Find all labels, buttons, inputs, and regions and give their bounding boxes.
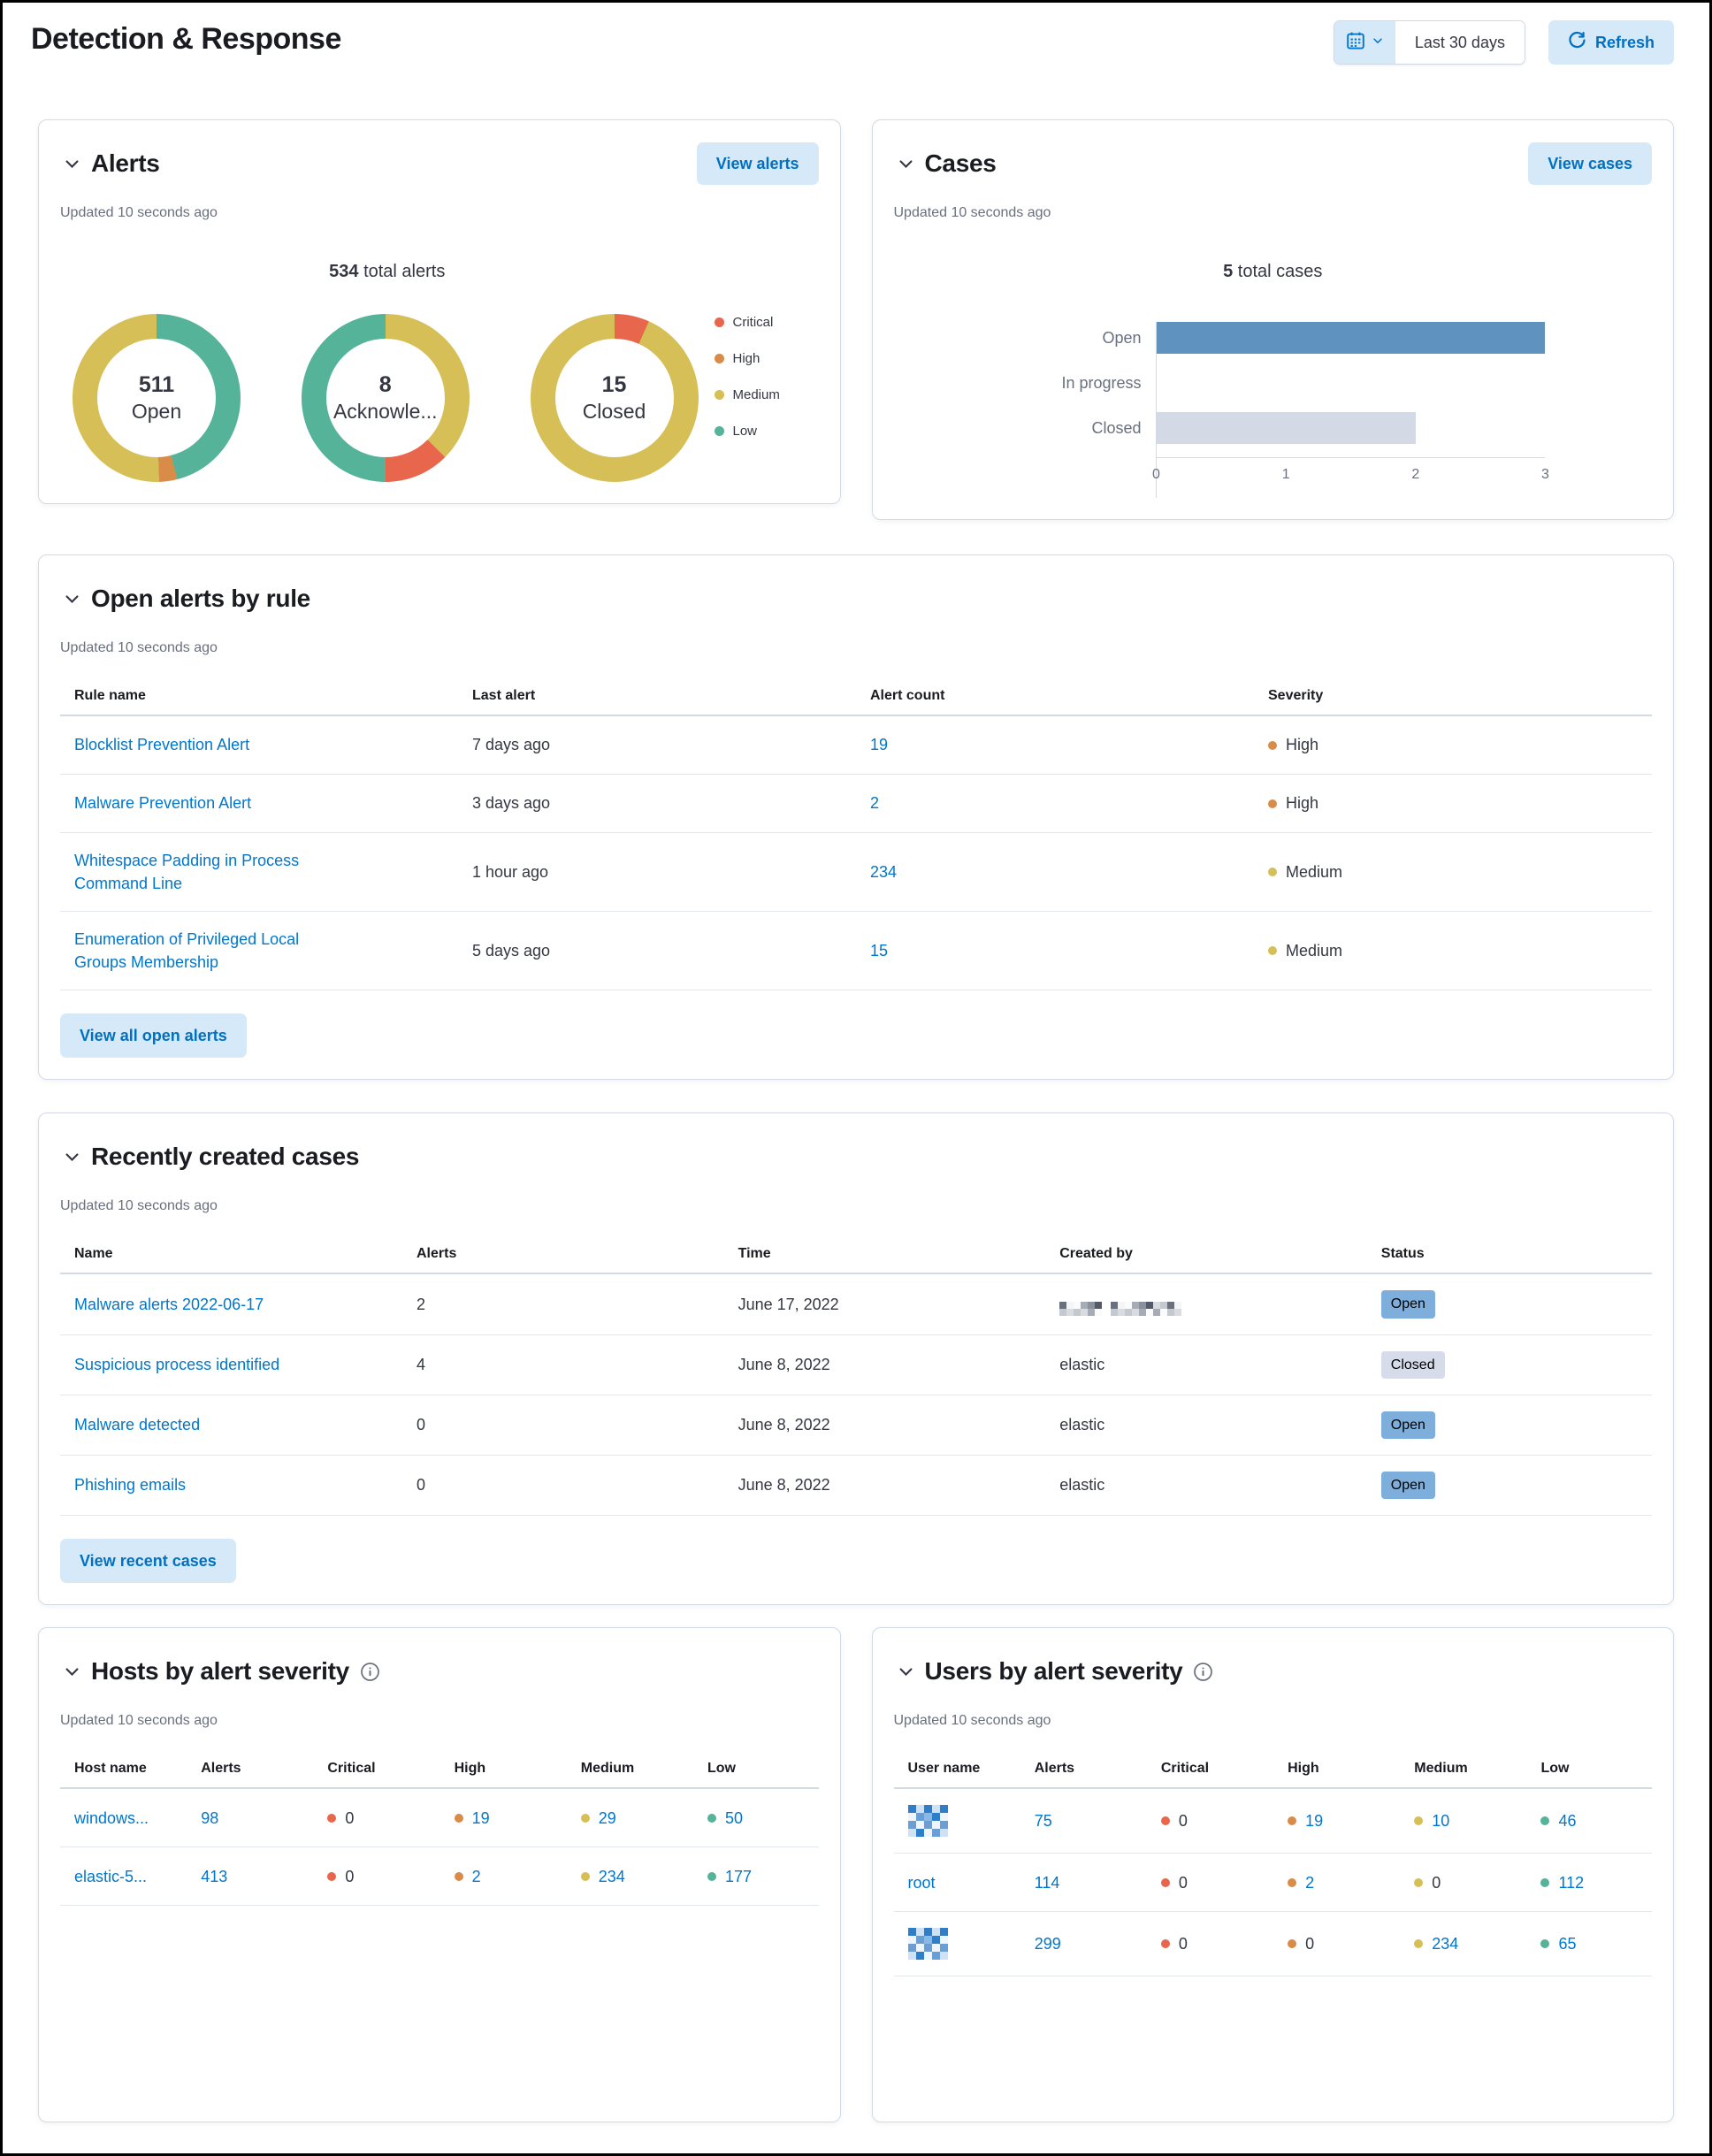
case-alerts-cell: 0	[417, 1416, 426, 1434]
alerts-cell	[1020, 1916, 1147, 1971]
rule-name-link[interactable]: Malware Prevention Alert	[74, 794, 252, 813]
alert-count-cell	[856, 923, 1254, 978]
recent-cases-updated: Updated 10 seconds ago	[60, 1198, 218, 1214]
table-row	[60, 912, 1652, 990]
redacted-block	[1111, 1302, 1181, 1316]
x-tick-label: 2	[1411, 467, 1420, 482]
alerts-count-link[interactable]: 114	[1034, 1873, 1060, 1892]
users-panel	[872, 1627, 1675, 2122]
case-time-cell: June 8, 2022	[738, 1356, 830, 1374]
bar-closed	[1157, 412, 1416, 444]
legend-item-medium[interactable]	[715, 387, 819, 402]
high-dot	[455, 1814, 463, 1823]
user-name-link[interactable]: root	[907, 1873, 936, 1892]
info-icon[interactable]	[360, 1662, 380, 1682]
legend-label: High	[732, 350, 760, 366]
rule-name-cell	[60, 776, 458, 830]
hosts-title: Hosts by alert severity	[91, 1657, 349, 1686]
severity-label: High	[1286, 736, 1319, 754]
high-dot	[1268, 799, 1277, 808]
created-by-cell: elastic	[1059, 1356, 1105, 1374]
column-header: Host name	[74, 1761, 147, 1777]
column-header: Alert count	[870, 688, 945, 703]
table-row	[60, 1456, 1652, 1516]
column-header: User name	[907, 1761, 981, 1777]
severity	[1268, 860, 1643, 883]
created-by-cell: elastic	[1059, 1416, 1105, 1434]
status-badge: Open	[1381, 1472, 1435, 1499]
last-alert-cell: 7 days ago	[472, 736, 551, 754]
count-link[interactable]: 234	[1432, 1935, 1459, 1953]
column-header: Alerts	[1034, 1761, 1075, 1777]
alert-donut	[531, 314, 699, 482]
created-by-cell	[1045, 1276, 1367, 1332]
redacted-name-block	[908, 1805, 948, 1837]
case-name-link[interactable]: Phishing emails	[74, 1476, 187, 1495]
critical-dot	[1161, 1878, 1170, 1887]
legend-item-critical[interactable]	[715, 315, 819, 330]
medium-dot	[581, 1872, 590, 1881]
column-header: Medium	[580, 1761, 635, 1777]
donut-center	[555, 339, 674, 457]
last-alert-cell: 1 hour ago	[472, 863, 549, 882]
alert-count-link[interactable]: 15	[870, 942, 889, 960]
x-axis-line	[1157, 457, 1546, 458]
table-row	[60, 1274, 1652, 1334]
case-name-link[interactable]: Malware alerts 2022-06-17	[74, 1295, 264, 1313]
cases-panel	[872, 119, 1675, 520]
name-cell	[894, 1912, 1020, 1976]
low-dot	[1540, 1816, 1549, 1825]
bar-category-label: In progress	[1061, 373, 1142, 392]
medium-dot	[1414, 1939, 1423, 1948]
date-range-value[interactable]: Last 30 days	[1395, 21, 1525, 64]
alerts-updated: Updated 10 seconds ago	[60, 205, 218, 220]
rule-name-cell	[60, 833, 458, 911]
severity-count-cell	[1161, 1871, 1265, 1894]
x-tick-label: 3	[1541, 467, 1549, 482]
bar-open	[1157, 322, 1546, 354]
severity-legend	[715, 262, 819, 482]
column-header: High	[1288, 1761, 1319, 1777]
count-link[interactable]: 177	[724, 1867, 752, 1885]
legend-label: Critical	[732, 314, 774, 330]
alerts-count-link[interactable]: 98	[201, 1808, 219, 1827]
host-name-link[interactable]: elastic-5...	[74, 1867, 148, 1885]
count-link[interactable]: 2	[1305, 1873, 1315, 1892]
severity-count-cell	[707, 1865, 809, 1888]
view-recent-cases-button[interactable]: View recent cases	[60, 1539, 236, 1583]
high-dot	[1288, 1878, 1296, 1887]
view-alerts-button[interactable]: View alerts	[697, 142, 819, 185]
alert-count-link[interactable]: 234	[870, 863, 898, 882]
count-link[interactable]: 234	[598, 1867, 625, 1885]
calendar-icon	[1346, 31, 1365, 55]
severity-count-cell	[455, 1807, 558, 1830]
hosts-updated: Updated 10 seconds ago	[60, 1713, 218, 1729]
count-link[interactable]: 19	[1305, 1812, 1324, 1831]
bar-row	[1157, 367, 1653, 399]
severity-count-cell	[1540, 1809, 1642, 1832]
rule-name-link[interactable]: Enumeration of Privileged Local Groups Membership	[74, 930, 300, 972]
column-header: Critical	[1160, 1761, 1210, 1777]
column-header: Time	[738, 1246, 771, 1262]
severity	[1268, 791, 1643, 814]
alert-status-donuts	[60, 314, 715, 482]
status-badge: Open	[1381, 1411, 1435, 1439]
table-row	[894, 1912, 1653, 1976]
column-header: Rule name	[74, 688, 146, 703]
alert-count-cell	[856, 717, 1254, 772]
view-all-open-alerts-button[interactable]: View all open alerts	[60, 1013, 247, 1058]
users-title: Users by alert severity	[924, 1657, 1183, 1686]
medium-dot	[1414, 1816, 1423, 1825]
alert-donut	[302, 314, 470, 482]
column-header: Low	[1540, 1761, 1570, 1777]
severity-count-cell	[581, 1807, 684, 1830]
dashboard-page	[3, 3, 1709, 2153]
view-cases-button[interactable]: View cases	[1528, 142, 1652, 185]
row-summary	[3, 119, 1709, 520]
alerts-title: Alerts	[91, 149, 160, 177]
case-status-cell	[1367, 1395, 1652, 1455]
severity-count-cell	[1414, 1809, 1517, 1832]
severity-count-cell	[1288, 1871, 1391, 1894]
table-row	[894, 1789, 1653, 1854]
status-badge: Closed	[1381, 1351, 1445, 1379]
users-updated: Updated 10 seconds ago	[893, 1713, 1051, 1729]
count-link[interactable]: 112	[1558, 1873, 1585, 1892]
status-badge: Open	[1381, 1290, 1435, 1318]
column-header: Last alert	[472, 688, 536, 703]
case-alerts-cell: 2	[417, 1295, 426, 1313]
alert-count-cell	[856, 845, 1254, 899]
cases-chart-title: 5 total cases	[1223, 262, 1323, 281]
severity-count-cell	[581, 1865, 684, 1888]
severity-count-cell	[1161, 1809, 1265, 1832]
legend-dot	[715, 317, 724, 327]
legend-dot	[715, 354, 724, 363]
x-tick-label: 0	[1152, 467, 1160, 482]
alerts-cell	[1020, 1855, 1147, 1910]
column-header: Name	[74, 1246, 113, 1262]
medium-dot	[581, 1814, 590, 1823]
column-header: Alerts	[201, 1761, 241, 1777]
severity-count-cell	[1540, 1932, 1642, 1955]
last-alert-cell: 5 days ago	[472, 942, 551, 960]
cases-title: Cases	[924, 149, 997, 177]
collapse-chevron-icon[interactable]	[60, 152, 84, 176]
legend-item-low[interactable]	[715, 424, 819, 439]
alerts-count-link[interactable]: 75	[1034, 1812, 1052, 1831]
column-header: Status	[1380, 1246, 1425, 1262]
severity-cell	[1254, 923, 1652, 978]
cases-updated: Updated 10 seconds ago	[893, 205, 1051, 220]
rule-name-cell	[60, 912, 458, 990]
redacted-name-block	[908, 1928, 948, 1960]
case-time-cell: June 8, 2022	[738, 1476, 830, 1495]
x-axis-ticks	[1152, 467, 1653, 493]
table-row	[60, 1847, 819, 1906]
alert-count-link[interactable]: 2	[870, 794, 880, 813]
chevron-down-icon	[1372, 34, 1384, 51]
column-header: Severity	[1268, 688, 1324, 703]
column-header: Created by	[1059, 1246, 1133, 1262]
low-dot	[707, 1814, 716, 1823]
case-name-link[interactable]: Suspicious process identified	[74, 1356, 280, 1374]
case-name-cell	[60, 1397, 402, 1452]
recent-cases-title: Recently created cases	[91, 1143, 360, 1171]
critical-dot	[1161, 1816, 1170, 1825]
name-cell	[60, 1849, 187, 1904]
severity-count-cell	[707, 1807, 809, 1830]
collapse-chevron-icon[interactable]	[60, 1145, 84, 1169]
severity-count-cell	[1414, 1871, 1517, 1894]
count-zero: 0	[1305, 1935, 1315, 1953]
count-zero: 0	[1178, 1935, 1188, 1953]
refresh-button[interactable]: Refresh	[1548, 20, 1674, 65]
count-link[interactable]: 2	[471, 1867, 481, 1885]
name-cell	[894, 1855, 1020, 1910]
severity-label: Medium	[1286, 942, 1343, 960]
bar-row	[1157, 412, 1653, 444]
donut-center	[326, 339, 445, 457]
alerts-count-link[interactable]: 413	[201, 1867, 228, 1885]
critical-dot	[1161, 1939, 1170, 1948]
severity-count-cell	[1288, 1932, 1391, 1955]
severity-count-cell	[1288, 1809, 1391, 1832]
column-header: Alerts	[417, 1246, 457, 1262]
bar-category-label: Closed	[1091, 418, 1142, 437]
host-name-link[interactable]: windows...	[74, 1808, 149, 1827]
critical-dot	[327, 1814, 336, 1823]
recent-cases-panel	[38, 1112, 1674, 1605]
case-status-cell	[1367, 1274, 1652, 1334]
severity-cell	[1254, 717, 1652, 772]
donut-center	[97, 339, 216, 457]
column-header: Critical	[327, 1761, 376, 1777]
calendar-menu-button[interactable]	[1334, 21, 1395, 64]
recent-cases-table	[60, 1246, 1652, 1516]
bar-row	[1157, 322, 1653, 354]
alerts-count-link[interactable]: 299	[1034, 1935, 1061, 1953]
users-table	[894, 1761, 1653, 1976]
header-controls	[1334, 20, 1674, 65]
low-dot	[1540, 1878, 1549, 1887]
rule-name-link[interactable]: Blocklist Prevention Alert	[74, 736, 250, 754]
low-dot	[1540, 1939, 1549, 1948]
hosts-panel	[38, 1627, 841, 2122]
hosts-table	[60, 1761, 819, 1906]
high-dot	[1288, 1939, 1296, 1948]
x-tick-label: 1	[1281, 467, 1290, 482]
collapse-chevron-icon[interactable]	[60, 587, 84, 611]
table-row	[60, 1335, 1652, 1395]
severity	[1268, 733, 1643, 756]
redacted-block	[1059, 1302, 1102, 1316]
cases-bar-chart	[894, 322, 1653, 498]
table-row	[60, 775, 1652, 833]
count-zero: 0	[1178, 1812, 1188, 1831]
case-name-link[interactable]: Malware detected	[74, 1416, 201, 1434]
table-row	[60, 1395, 1652, 1456]
table-row	[60, 716, 1652, 775]
alert-count-cell	[856, 776, 1254, 830]
collapse-chevron-icon[interactable]	[894, 1660, 918, 1684]
table-row	[894, 1854, 1653, 1912]
alerts-cell	[187, 1791, 313, 1846]
column-header: High	[454, 1761, 486, 1777]
severity	[1268, 939, 1643, 962]
donut-label: Acknowle...	[332, 400, 438, 423]
count-zero: 0	[1178, 1873, 1188, 1892]
case-time-cell: June 8, 2022	[738, 1416, 830, 1434]
severity-count-cell	[1540, 1871, 1642, 1894]
high-dot	[455, 1872, 463, 1881]
collapse-chevron-icon[interactable]	[894, 152, 918, 176]
open-alerts-table	[60, 688, 1652, 990]
collapse-chevron-icon[interactable]	[60, 1660, 84, 1684]
alerts-cell	[1020, 1793, 1147, 1848]
severity-label: High	[1286, 794, 1319, 813]
alerts-panel	[38, 119, 841, 504]
bar-category-label: Open	[1102, 328, 1142, 347]
donut-value: 511	[138, 372, 175, 397]
legend-label: Medium	[732, 386, 780, 402]
count-zero: 0	[1432, 1873, 1441, 1892]
critical-dot	[327, 1872, 336, 1881]
legend-dot	[715, 390, 724, 400]
rule-name-cell	[60, 717, 458, 772]
legend-dot	[715, 426, 724, 436]
alerts-cell	[187, 1849, 313, 1904]
donut-label: Closed	[582, 400, 646, 423]
legend-item-high[interactable]	[715, 351, 819, 366]
severity-count-cell	[327, 1865, 431, 1888]
medium-dot	[1414, 1878, 1423, 1887]
alert-count-link[interactable]: 19	[870, 736, 889, 754]
case-name-cell	[60, 1457, 402, 1512]
count-link[interactable]: 46	[1558, 1812, 1577, 1831]
medium-dot	[1268, 868, 1277, 876]
header	[3, 3, 1709, 119]
created-by-cell: elastic	[1059, 1476, 1105, 1495]
legend-label: Low	[732, 423, 758, 439]
case-alerts-cell: 0	[417, 1476, 426, 1495]
column-header: Medium	[1414, 1761, 1468, 1777]
donut-value: 15	[601, 372, 627, 397]
donut-value: 8	[378, 372, 392, 397]
severity-cell	[1254, 776, 1652, 830]
rule-name-link[interactable]: Whitespace Padding in Process Command Line	[74, 852, 300, 893]
case-status-cell	[1367, 1335, 1652, 1395]
severity-label: Medium	[1286, 863, 1343, 882]
name-cell	[60, 1791, 187, 1846]
case-status-cell	[1367, 1456, 1652, 1515]
info-icon[interactable]	[1193, 1662, 1213, 1682]
severity-count-cell	[1414, 1932, 1517, 1955]
severity-cell	[1254, 845, 1652, 899]
severity-count-cell	[327, 1807, 431, 1830]
open-alerts-panel	[38, 554, 1674, 1080]
count-zero: 0	[345, 1808, 355, 1827]
donut-label: Open	[131, 400, 182, 423]
count-zero: 0	[345, 1867, 355, 1885]
count-link[interactable]: 65	[1558, 1935, 1577, 1953]
open-alerts-updated: Updated 10 seconds ago	[60, 640, 218, 655]
last-alert-cell: 3 days ago	[472, 794, 551, 813]
alert-donut	[73, 314, 241, 482]
count-link[interactable]: 50	[724, 1808, 743, 1827]
count-link[interactable]: 10	[1432, 1812, 1450, 1831]
severity-count-cell	[455, 1865, 558, 1888]
high-dot	[1268, 741, 1277, 750]
page-title: Detection & Response	[31, 22, 341, 56]
count-link[interactable]: 19	[471, 1808, 490, 1827]
case-alerts-cell: 4	[417, 1356, 426, 1374]
column-header: Low	[707, 1761, 736, 1777]
date-picker[interactable]	[1334, 20, 1525, 65]
low-dot	[707, 1872, 716, 1881]
table-row	[60, 1789, 819, 1847]
high-dot	[1288, 1816, 1296, 1825]
case-name-cell	[60, 1337, 402, 1392]
table-row	[60, 833, 1652, 912]
severity-count-cell	[1161, 1932, 1265, 1955]
refresh-icon	[1568, 31, 1586, 54]
open-alerts-title: Open alerts by rule	[91, 585, 310, 612]
medium-dot	[1268, 946, 1277, 955]
name-cell	[894, 1789, 1020, 1853]
case-time-cell: June 17, 2022	[738, 1295, 839, 1313]
case-name-cell	[60, 1277, 402, 1332]
redacted-name	[1059, 1302, 1181, 1316]
alerts-chart-title: 534 total alerts	[329, 262, 446, 281]
count-link[interactable]: 29	[598, 1808, 616, 1827]
